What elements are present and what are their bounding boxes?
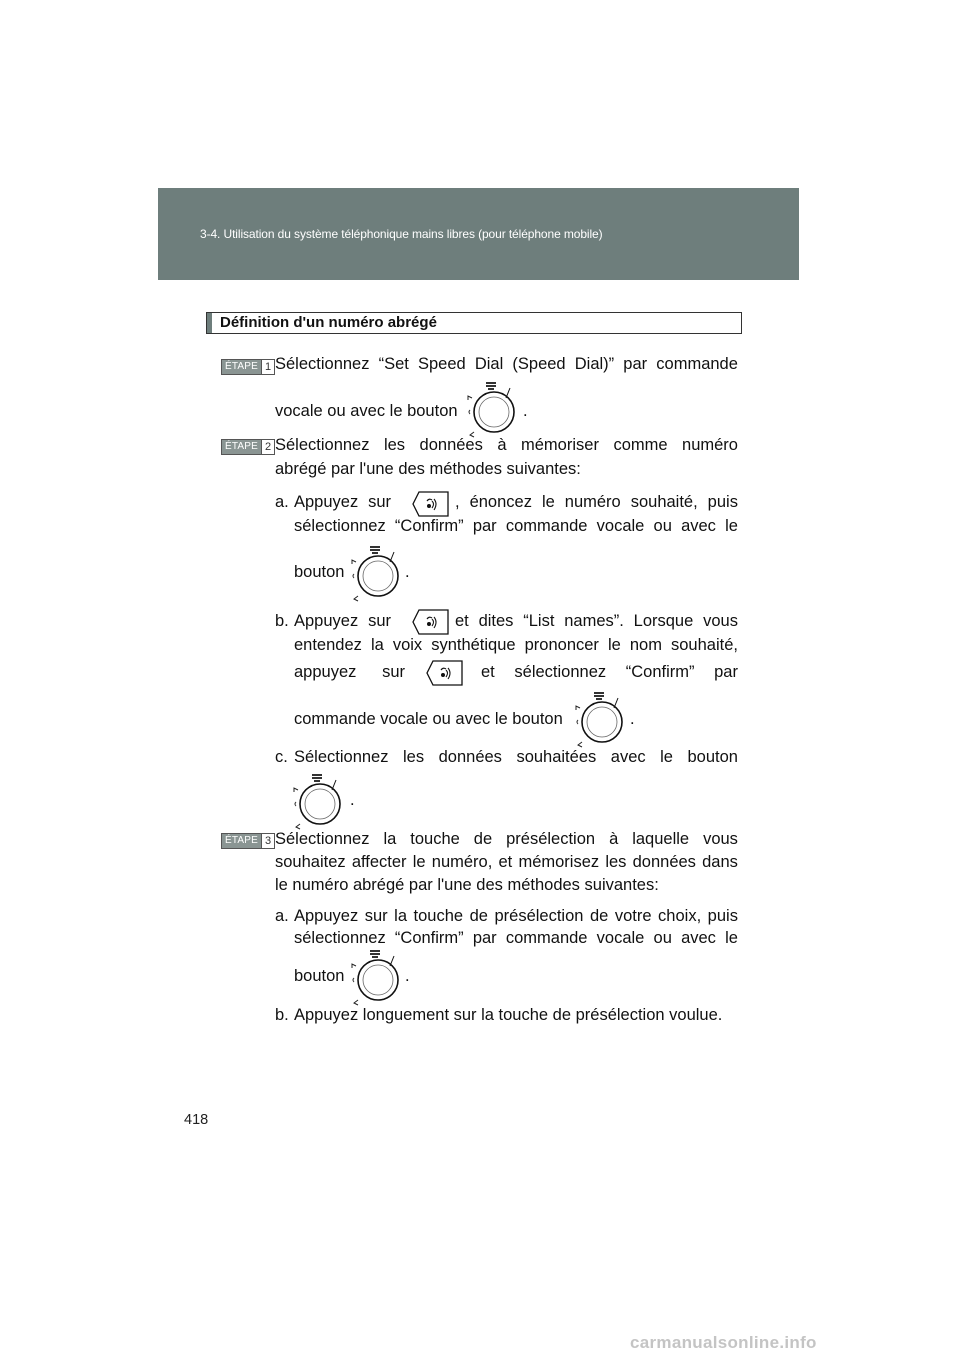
watermark: carmanualsonline.info <box>630 1333 817 1352</box>
talk-switch-icon <box>410 609 450 635</box>
tune-sel-knob-icon <box>350 948 404 1006</box>
step3b-line1: Appuyez longuement sur la touche de présélection voulue. <box>294 1006 723 1024</box>
tune-sel-knob-icon <box>292 772 346 830</box>
step2b-line3-end: et sélectionnez “Confirm” par <box>481 663 738 681</box>
step1-line1: Sélectionnez “Set Speed Dial (Speed Dial)” par commande <box>275 355 738 373</box>
chapter-title: 3-4. Utilisation du système téléphonique mains libres (pour téléphone mobile) <box>200 227 603 241</box>
section-title: Définition d'un numéro abrégé <box>220 314 437 331</box>
step1-line2: vocale ou avec le bouton <box>275 402 458 420</box>
step3-line3: le numéro abrégé par l'une des méthodes suivantes: <box>275 876 659 894</box>
step2b-line1-end: et dites “List names”. Lorsque vous <box>455 612 738 630</box>
talk-switch-icon <box>424 660 464 686</box>
step2b-line3-start: appuyez sur <box>294 663 405 681</box>
step-badge-3: ÉTAPE 3 <box>221 833 275 849</box>
step2a-line1-end: , énoncez le numéro souhaité, puis <box>455 493 738 511</box>
step2-line1: Sélectionnez les données à mémoriser comme numéro <box>275 436 738 454</box>
step-badge-1: ÉTAPE 1 <box>221 359 275 375</box>
step-badge-2: ÉTAPE 2 <box>221 439 275 455</box>
step3a-line1: Appuyez sur la touche de présélection de votre choix, puis <box>294 907 738 925</box>
step3-line2: souhaitez affecter le numéro, et mémorisez les données dans <box>275 853 738 871</box>
tune-sel-knob-icon <box>574 690 628 748</box>
step2b-line2: entendez la voix synthétique prononcer le nom souhaité, <box>294 636 738 654</box>
step3-line1: Sélectionnez la touche de présélection à laquelle vous <box>275 830 738 848</box>
step2a-line2: sélectionnez “Confirm” par commande vocale ou avec le <box>294 517 738 535</box>
step2a-line1-start: Appuyez sur <box>294 493 391 511</box>
page-number: 418 <box>184 1112 209 1128</box>
section-heading <box>206 312 742 334</box>
tune-sel-knob-icon <box>466 380 520 438</box>
tune-sel-knob-icon <box>350 544 404 602</box>
talk-switch-icon <box>410 491 450 517</box>
section-accent-bar <box>207 313 212 333</box>
step3a-line2: sélectionnez “Confirm” par commande vocale ou avec le <box>294 929 738 947</box>
step2b-line1-start: Appuyez sur <box>294 612 391 630</box>
step2c-line1: Sélectionnez les données souhaitées avec le bouton <box>294 748 738 766</box>
step2-line2: abrégé par l'une des méthodes suivantes: <box>275 460 581 478</box>
